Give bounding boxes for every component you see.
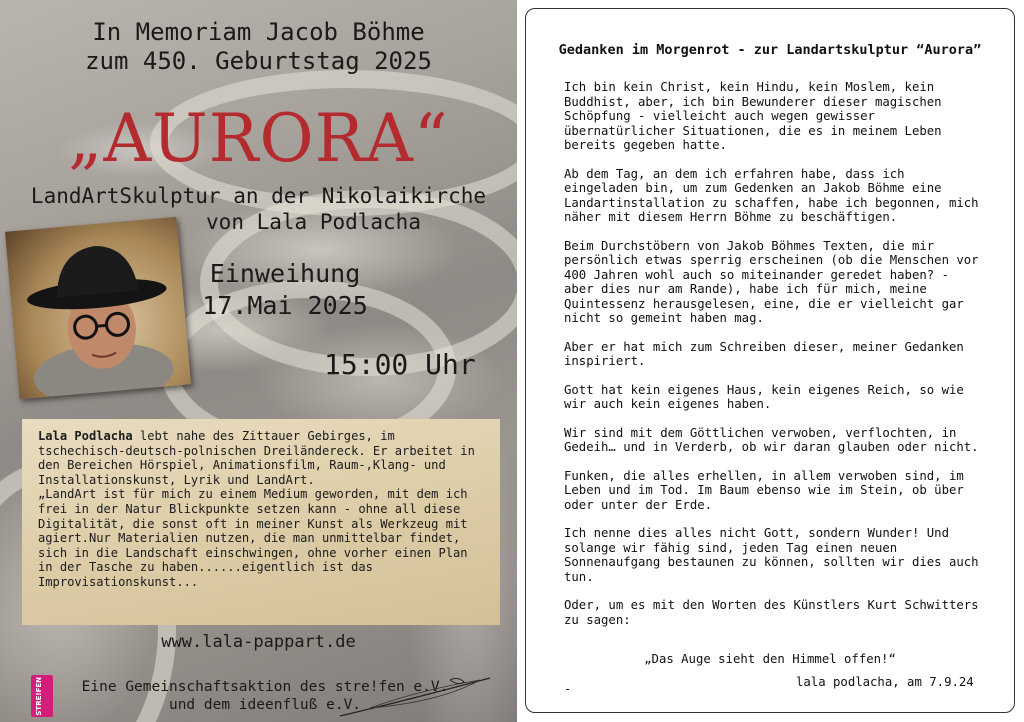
letter-paragraph: Ich bin kein Christ, kein Hindu, kein Moslem, kein Buddhist, aber, ich bin Bewunderer dieser magischen Schöpfung - vielleicht auch wegen gewisser übernatürlicher Situationen, die es in meinem Leben bereits gegeben hatte. bbox=[564, 80, 942, 152]
inauguration-block bbox=[195, 258, 375, 322]
streifen-logo bbox=[31, 675, 53, 717]
inauguration-time: 15:00 Uhr bbox=[324, 348, 476, 381]
letter-paragraph: Gott hat kein eigenes Haus, kein eigenes Reich, so wie wir auch kein eigenes haben. bbox=[564, 382, 964, 411]
artist-bio bbox=[22, 419, 500, 625]
letter-signature: lala podlacha, am 7.9.24 bbox=[796, 675, 974, 689]
bio-quote: „LandArt ist für mich zu einem Medium geworden, mit dem ich frei in der Natur Blickpunkte setzen kann - ohne all diese Digitalität, die sonst oft in meiner Kunst als Werkzeug mit agiert.Nur Materialien nutzen, die man unmittelbar findet, sich in die Landschaft einschwingen, ohne vorher einen Plan in der Tasche zu haben......eigentlich ist das Improvisationskunst... bbox=[38, 487, 468, 589]
birthday-line: zum 450. Geburtstag 2025 bbox=[85, 47, 432, 75]
bio-text: lebt nahe des Zittauer Gebirges, im tschechisch-deutsch-polnischen Dreiländereck. Er arbeitet in den Bereichen Hörspiel, Animationsfilm, Raum-,Klang- und Installationskunst, Lyrik und LandArt. bbox=[38, 429, 475, 487]
inauguration-label: Einweihung bbox=[209, 259, 361, 288]
inauguration-date: 17.Mai 2025 bbox=[202, 291, 368, 320]
footer-line-1: Eine Gemeinschaftsaktion des stre!fen e.V. bbox=[81, 679, 449, 695]
subtitle-line-2: von Lala Podlacha bbox=[206, 210, 421, 234]
letter-paragraph: Beim Durchstöbern von Jakob Böhmes Texten, die mir persönlich etwas sperrig erscheinen (ob die Menschen vor 400 Jahren wohl auch so miteinander geredet haben? - aber dies nur am Rande), habe ich für mich, meine Quintessenz herausgelesen, eine, die er vielleicht gar nicht so gemeint haben mag. bbox=[564, 238, 979, 325]
letter-paragraph: Ich nenne dies alles nicht Gott, sondern Wunder! Und solange wir fähig sind, jeden Tag einen neuen Sonnenaufgang bestaunen zu können, sollten wir dies auch tun. bbox=[564, 526, 979, 584]
logo-text: STRE!FEN bbox=[35, 677, 43, 716]
memoriam-line: In Memoriam Jacob Böhme bbox=[92, 18, 425, 46]
letter-panel bbox=[525, 8, 1015, 713]
letter-paragraph: Wir sind mit dem Göttlichen verwoben, verflochten, in Gedeih… und in Verderb, ob wir daran glauben oder nicht. bbox=[564, 425, 979, 454]
feather-icon bbox=[330, 672, 500, 720]
website-url: www.lala-pappart.de bbox=[161, 632, 356, 652]
letter-paragraph: Ab dem Tag, an dem ich erfahren habe, dass ich eingeladen bin, um zum Gedenken an Jakob Böhme eine Landartinstallation zu schaffen, habe ich begonnen, mich näher mit diesem Herrn Böhme zu beschäftigen. bbox=[564, 166, 979, 224]
letter-paragraph: Funken, die alles erhellen, in allem verwoben sind, im Leben und im Tod. Im Baum ebenso wie im Stein, ob über oder unter der Erde. bbox=[564, 468, 964, 512]
letter-title: Gedanken im Morgenrot - zur Landartskulptur “Aurora” bbox=[558, 42, 982, 58]
letter-paragraph: Aber er hat mich zum Schreiben dieser, meiner Gedanken inspiriert. bbox=[564, 339, 964, 368]
poster-title: „AURORA“ bbox=[68, 100, 449, 177]
bio-name: Lala Podlacha bbox=[38, 429, 133, 443]
letter-body bbox=[564, 80, 984, 641]
artist-photo bbox=[5, 217, 191, 399]
schwitters-quote: „Das Auge sieht den Himmel offen!“ bbox=[644, 652, 896, 666]
letter-paragraph: Oder, um es mit den Worten des Künstlers Kurt Schwitters zu sagen: bbox=[564, 598, 979, 627]
dash-mark: - bbox=[564, 682, 572, 696]
footer-line-2: und dem ideenfluß e.V. bbox=[168, 697, 362, 713]
subtitle-line-1: LandArtSkulptur an der Nikolaikirche bbox=[30, 184, 487, 208]
